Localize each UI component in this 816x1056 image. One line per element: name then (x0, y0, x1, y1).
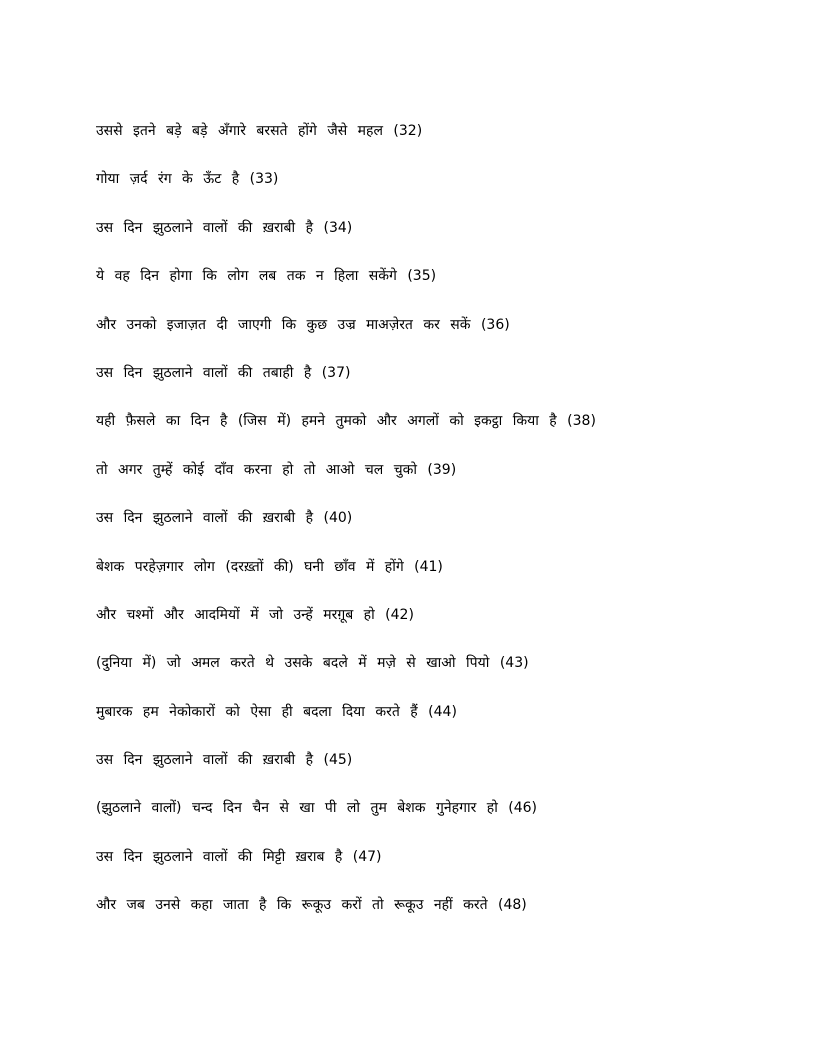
verse-line: उस दिन झुठलाने वालों की ख़राबी है (40) (96, 510, 353, 527)
verse-list (96, 117, 756, 940)
verse-line: गोया ज़र्द रंग के ऊँट है (33) (96, 171, 279, 188)
verse-line: और जब उनसे कहा जाता है कि रूकूउ करों तो रूकूउ नहीं करते (48) (96, 897, 527, 914)
verse-line: उस दिन झुठलाने वालों की ख़राबी है (34) (96, 219, 353, 236)
verse-line: और चश्मों और आदमियों में जो उन्हें मरग़ूब हो (42) (96, 606, 414, 623)
verse-line: उससे इतने बड़े बड़े अँगारे बरसते होंगे जैसे महल (32) (96, 123, 423, 139)
verse-line: और उनको इजाज़त दी जाएगी कि कुछ उज्र माअज़ेरत कर सकें (36) (96, 316, 510, 333)
verse-line: यही फ़ैसले का दिन है (जिस में) हमने तुमको और अगलों को इकट्ठा किया है (38) (96, 413, 596, 430)
verse-line: बेशक परहेज़गार लोग (दरख़्तों की) घनी छाँव में होंगे (41) (96, 558, 443, 575)
verse-line: मुबारक हम नेकोकारों को ऐसा ही बदला दिया करते हैं (44) (96, 703, 457, 720)
verse-line: तो अगर तुम्हें कोई दाँव करना हो तो आओ चल चुको (39) (96, 461, 457, 478)
verse-line: उस दिन झुठलाने वालों की ख़राबी है (45) (96, 752, 353, 769)
verse-line: उस दिन झुठलाने वालों की तबाही है (37) (96, 364, 351, 381)
verse-line: (झुठलाने वालों) चन्द दिन चैन से खा पी लो तुम बेशक गुनेहगार हो (46) (96, 800, 538, 817)
verse-line: ये वह दिन होगा कि लोग लब तक न हिला सकेंगे (35) (96, 268, 437, 285)
verse-line: उस दिन झुठलाने वालों की मिट्टी ख़राब है (47) (96, 848, 382, 865)
verse-line: (दुनिया में) जो अमल करते थे उसके बदले में मज़े से खाओ पियो (43) (96, 655, 529, 672)
